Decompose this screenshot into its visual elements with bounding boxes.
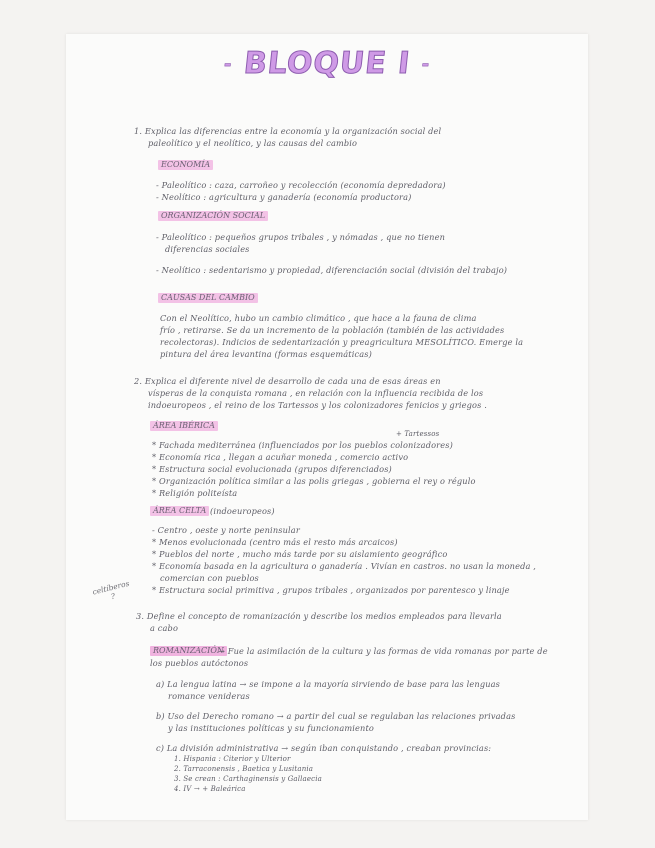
romanizacion-definition-2: los pueblos autóctonos	[150, 658, 249, 668]
organizacion-item-1: - Paleolítico : pequeños grupos tribales , y nómadas , que no tienen	[156, 232, 446, 242]
item-c-list-4: 4. IV → + Baleárica	[174, 785, 246, 793]
heading-economia: ECONOMÍA	[158, 160, 213, 170]
title-dash-left: -	[223, 54, 234, 75]
notebook-page	[66, 34, 588, 820]
celta-item-1: - Centro , oeste y norte peninsular	[152, 525, 300, 535]
item-c-list-2: 2. Tarraconensis , Baetica y Lusitania	[174, 765, 314, 773]
q1-line-1: 1. Explica las diferencias entre la economía y la organización social del	[134, 126, 442, 136]
q2-line-2: vísperas de la conquista romana , en relación con la influencia recibida de los	[148, 388, 484, 398]
celta-item-4-cont: comercian con pueblos	[160, 573, 259, 583]
item-c-list-1: 1. Hispania : Citerior y Ulterior	[174, 755, 291, 763]
celta-note: (indoeuropeos)	[210, 506, 275, 516]
celta-item-2: * Menos evolucionada (centro más el resto más arcaicos)	[152, 537, 398, 547]
heading-organizacion-social: ORGANIZACIÓN SOCIAL	[158, 211, 268, 221]
causas-line-4: pintura del área levantina (formas esquemáticas)	[160, 349, 372, 359]
economia-item-2: - Neolítico : agricultura y ganadería (economía productora)	[156, 192, 412, 202]
iberica-item-4: * Organización política similar a las polis griegas , gobierna el rey o régulo	[152, 476, 476, 486]
q1-line-2: paleolítico y el neolítico, y las causas del cambio	[148, 138, 358, 148]
celta-item-3: * Pueblos del norte , mucho más tarde por su aislamiento geográfico	[152, 549, 448, 559]
organizacion-item-1-cont: diferencias sociales	[165, 244, 250, 254]
item-b-line-1: b) Uso del Derecho romano → a partir del cual se regulaban las relaciones privadas	[156, 711, 516, 721]
causas-line-1: Con el Neolítico, hubo un cambio climático , que hace a la fauna de clima	[160, 313, 477, 323]
q3-line-2: a cabo	[150, 623, 179, 633]
causas-line-2: frío , retirarse. Se da un incremento de la población (también de las actividades	[160, 325, 505, 335]
heading-romanizacion: ROMANIZACIÓN	[150, 646, 227, 656]
item-c-line-1: c) La división administrativa → según iban conquistando , creaban provincias:	[156, 743, 492, 753]
iberica-item-3: * Estructura social evolucionada (grupos diferenciados)	[152, 464, 392, 474]
page-title	[223, 46, 433, 81]
causas-line-3: recolectoras). Indicios de sedentarización y preagricultura MESOLÍTICO. Emerge la	[160, 337, 524, 347]
celta-item-5: * Estructura social primitiva , grupos tribales , organizados por parentesco y linaje	[152, 585, 510, 595]
item-b-line-2: y las instituciones políticas y su funcionamiento	[168, 723, 374, 733]
heading-area-iberica: ÁREA IBÉRICA	[150, 421, 218, 431]
q3-line-1: 3. Define el concepto de romanización y describe los medios empleados para llevarla	[136, 611, 502, 621]
iberica-item-2: * Economía rica , llegan a acuñar moneda , comercio activo	[152, 452, 409, 462]
heading-area-celta: ÁREA CELTA	[150, 506, 209, 516]
q2-line-1: 2. Explica el diferente nivel de desarrollo de cada una de esas áreas en	[134, 376, 441, 386]
romanizacion-definition-1: → Fue la asimilación de la cultura y las formas de vida romanas por parte de	[218, 646, 548, 656]
item-a-line-1: a) La lengua latina → se impone a la mayoría sirviendo de base para las lenguas	[156, 679, 501, 689]
page-title-block	[0, 46, 655, 81]
q2-line-3: indoeuropeos , el reino de los Tartessos y los colonizadores fenicios y griegos .	[148, 400, 487, 410]
item-c-list-3: 3. Se crean : Carthaginensis y Gallaecia	[174, 775, 322, 783]
margin-note-celtiberos: celtíberos ?	[91, 578, 131, 602]
iberica-item-5: * Religión politeísta	[152, 488, 238, 498]
celta-item-4: * Economía basada en la agricultura o ganadería . Vivían en castros. no usan la moneda ,	[152, 561, 537, 571]
item-a-line-2: romance venideras	[168, 691, 250, 701]
heading-causas-cambio: CAUSAS DEL CAMBIO	[158, 293, 258, 303]
tartessos-note: + Tartessos	[396, 430, 440, 438]
economia-item-1: - Paleolítico : caza, carroñeo y recolección (economía depredadora)	[156, 180, 446, 190]
title-text: BLOQUE I	[242, 46, 413, 81]
iberica-item-1: * Fachada mediterránea (influenciados por los pueblos colonizadores)	[152, 440, 453, 450]
title-dash-right: -	[420, 54, 432, 75]
organizacion-item-2: - Neolítico : sedentarismo y propiedad, diferenciación social (división del trabajo)	[156, 265, 508, 275]
